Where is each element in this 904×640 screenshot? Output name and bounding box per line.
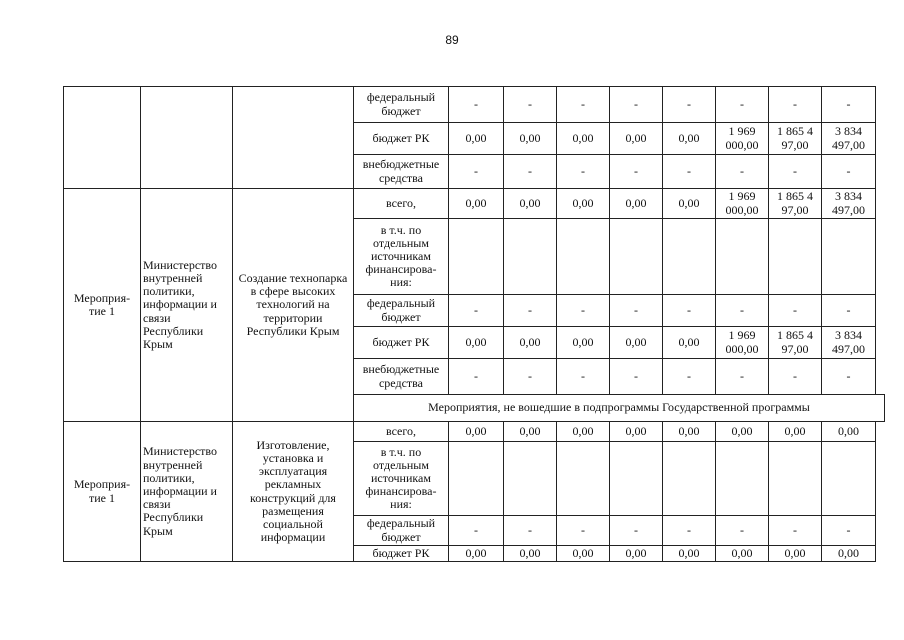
- table-cell: -: [610, 87, 663, 123]
- table-cell: -: [716, 359, 769, 395]
- table-cell: -: [610, 295, 663, 327]
- executor-cell: Министерство внутренней политики, информации и связи Республики Крым: [141, 422, 233, 562]
- page-number: 89: [445, 33, 459, 47]
- table-cell: 1 865 4 97,00: [769, 123, 822, 155]
- table-cell: 0,00: [769, 422, 822, 442]
- event-name-cell: Изготовление, установка и эксплуатация рекламных конструкций для размещения социальной информации: [233, 422, 354, 562]
- source-rk: бюджет РК: [354, 327, 449, 359]
- table-cell: -: [822, 295, 876, 327]
- event-cell: Мероприя-тие 1: [64, 189, 141, 422]
- table-cell: 0,00: [504, 123, 557, 155]
- table-cell: -: [504, 295, 557, 327]
- table-cell: -: [716, 516, 769, 546]
- event-name-cell: Создание технопарка в сфере высоких технологий на территории Республики Крым: [233, 189, 354, 422]
- table-cell: 0,00: [557, 546, 610, 562]
- table-cell: -: [449, 295, 504, 327]
- table-cell: 3 834 497,00: [822, 189, 876, 219]
- table-cell: -: [610, 359, 663, 395]
- source-rk: бюджет РК: [354, 546, 449, 562]
- table-cell: -: [716, 155, 769, 189]
- table-row: [64, 189, 885, 219]
- table-row: [64, 87, 885, 123]
- table-cell: -: [449, 516, 504, 546]
- source-rk: бюджет РК: [354, 123, 449, 155]
- source-incl: в т.ч. по отдельным источникам финансирова-ния:: [354, 442, 449, 516]
- table-cell: 0,00: [449, 189, 504, 219]
- table-cell: -: [557, 516, 610, 546]
- table-cell: 0,00: [610, 123, 663, 155]
- event-name-cell: [233, 87, 354, 189]
- table-cell: -: [822, 359, 876, 395]
- table-cell: -: [716, 295, 769, 327]
- table-cell: -: [449, 87, 504, 123]
- table-cell: -: [449, 359, 504, 395]
- table-cell: 0,00: [557, 123, 610, 155]
- table-cell: -: [663, 155, 716, 189]
- table-cell: -: [822, 87, 876, 123]
- table-cell: 0,00: [663, 123, 716, 155]
- source-federal: федеральный бюджет: [354, 516, 449, 546]
- table-cell: 0,00: [504, 189, 557, 219]
- table-cell: -: [504, 87, 557, 123]
- executor-cell: Министерство внутренней политики, информации и связи Республики Крым: [141, 189, 233, 422]
- table-cell: 0,00: [663, 422, 716, 442]
- table-cell: -: [769, 516, 822, 546]
- table-cell: 1 969 000,00: [716, 327, 769, 359]
- table-cell: -: [610, 155, 663, 189]
- table-cell: 0,00: [822, 546, 876, 562]
- table-cell: 0,00: [557, 327, 610, 359]
- table-cell: -: [504, 516, 557, 546]
- source-incl: в т.ч. по отдельным источникам финансирова-ния:: [354, 219, 449, 295]
- table-cell: 0,00: [557, 189, 610, 219]
- financing-table: [63, 86, 885, 562]
- table-cell: 0,00: [610, 189, 663, 219]
- event-cell: Мероприя-тие 1: [64, 422, 141, 562]
- table-cell: 0,00: [663, 546, 716, 562]
- table-cell: 0,00: [610, 422, 663, 442]
- executor-cell: [141, 87, 233, 189]
- table-cell: -: [663, 516, 716, 546]
- table-cell: 1 865 4 97,00: [769, 189, 822, 219]
- section-title: Мероприятия, не вошедшие в подпрограммы Государственной программы: [354, 395, 885, 422]
- table-cell: 3 834 497,00: [822, 123, 876, 155]
- table-cell: -: [822, 155, 876, 189]
- table-cell: -: [769, 87, 822, 123]
- table-row: [64, 422, 885, 442]
- table-cell: 0,00: [504, 546, 557, 562]
- table-cell: -: [663, 359, 716, 395]
- table-cell: 1 969 000,00: [716, 123, 769, 155]
- table-cell: 0,00: [716, 546, 769, 562]
- table-cell: -: [769, 359, 822, 395]
- source-extra: внебюджетные средства: [354, 359, 449, 395]
- table-cell: -: [663, 295, 716, 327]
- table-cell: 0,00: [449, 123, 504, 155]
- source-federal: федеральный бюджет: [354, 295, 449, 327]
- table-cell: 0,00: [449, 546, 504, 562]
- table-cell: -: [610, 516, 663, 546]
- source-federal: федеральный бюджет: [354, 87, 449, 123]
- table-cell: 0,00: [663, 327, 716, 359]
- table-cell: 0,00: [610, 327, 663, 359]
- table-cell: -: [716, 87, 769, 123]
- table-cell: -: [822, 516, 876, 546]
- table-cell: -: [769, 295, 822, 327]
- table-cell: 0,00: [610, 546, 663, 562]
- source-total: всего,: [354, 422, 449, 442]
- table-cell: -: [557, 295, 610, 327]
- table-cell: 0,00: [449, 327, 504, 359]
- table-cell: 0,00: [504, 422, 557, 442]
- table-cell: -: [557, 359, 610, 395]
- table-cell: -: [504, 359, 557, 395]
- table-cell: 1 865 4 97,00: [769, 327, 822, 359]
- table-cell: 0,00: [557, 422, 610, 442]
- table-cell: 0,00: [822, 422, 876, 442]
- source-extra: внебюджетные средства: [354, 155, 449, 189]
- table-cell: 0,00: [769, 546, 822, 562]
- source-total: всего,: [354, 189, 449, 219]
- table-cell: -: [769, 155, 822, 189]
- table-cell: 1 969 000,00: [716, 189, 769, 219]
- table-cell: 0,00: [716, 422, 769, 442]
- table-cell: -: [449, 155, 504, 189]
- table-cell: -: [557, 87, 610, 123]
- table-cell: -: [557, 155, 610, 189]
- table-cell: 0,00: [663, 189, 716, 219]
- table-cell: -: [504, 155, 557, 189]
- table-cell: -: [663, 87, 716, 123]
- table-cell: 3 834 497,00: [822, 327, 876, 359]
- event-cell: [64, 87, 141, 189]
- table-cell: 0,00: [449, 422, 504, 442]
- table-cell: 0,00: [504, 327, 557, 359]
